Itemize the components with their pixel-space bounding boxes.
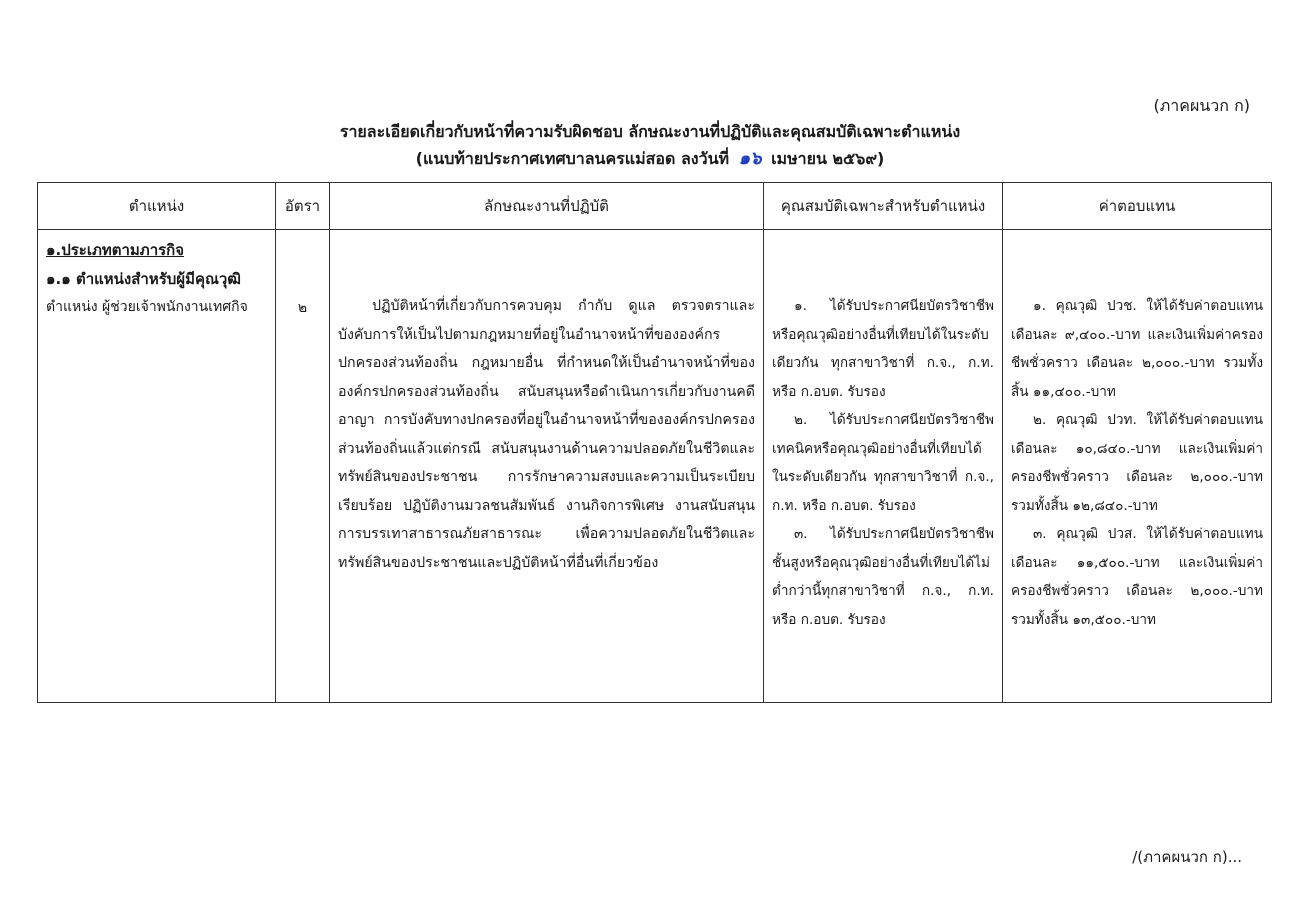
- document-title: [0, 118, 1300, 172]
- details-table: [37, 182, 1272, 703]
- position-cell: [38, 230, 276, 703]
- category-label: ๑.ประเภทตามภารกิจ: [46, 241, 185, 259]
- compensation-item: ๑. คุณวุฒิ ปวช. ให้ได้รับค่าตอบแทนเดือนละ ๙,๔๐๐.-บาท และเงินเพิ่มค่าครองชีพชั่วคราว เดือนละ ๒,๐๐๐.-บาท รวมทั้งสิ้น ๑๑,๔๐๐.-บาท: [1011, 298, 1263, 400]
- header-rate: อัตรา: [276, 183, 330, 230]
- rate-cell: ๒: [276, 230, 330, 703]
- header-compensation: ค่าตอบแทน: [1003, 183, 1272, 230]
- compensation-item: ๓. คุณวุฒิ ปวส. ให้ได้รับค่าตอบแทนเดือนละ ๑๑,๕๐๐.-บาท และเงินเพิ่มค่าครองชีพชั่วคราว เดือนละ ๒,๐๐๐.-บาท รวมทั้งสิ้น ๑๓,๕๐๐.-บาท: [1011, 526, 1263, 628]
- title-line-1: รายละเอียดเกี่ยวกับหน้าที่ความรับผิดชอบ ลักษณะงานที่ปฏิบัติและคุณสมบัติเฉพาะตำแหน่ง: [339, 122, 961, 141]
- table-row: [38, 230, 1272, 703]
- title-line-2: [0, 145, 1300, 172]
- table-header-row: [38, 183, 1272, 230]
- qualifications-cell: [764, 230, 1003, 703]
- compensation-item: ๒. คุณวุฒิ ปวท. ให้ได้รับค่าตอบแทนเดือนละ ๑๐,๘๔๐.-บาท และเงินเพิ่มค่าครองชีพชั่วคราว เดือนละ ๒,๐๐๐.-บาท รวมทั้งสิ้น ๑๒,๘๔๐.-บาท: [1011, 412, 1263, 514]
- qualification-item: ๓. ได้รับประกาศนียบัตรวิชาชีพชั้นสูงหรือคุณวุฒิอย่างอื่นที่เทียบได้ไม่ต่ำกว่านี้ทุกสาขาวิชาที่ ก.จ., ก.ท. หรือ ก.อบต. รับรอง: [772, 526, 994, 628]
- title-line-2-suffix: เมษายน ๒๕๖๙): [771, 149, 885, 168]
- page-continuation: /(ภาคผนวก ก)...: [1132, 848, 1242, 866]
- compensation-cell: [1003, 230, 1272, 703]
- handwritten-day: ๑๖: [738, 148, 762, 169]
- duties-cell: ปฏิบัติหน้าที่เกี่ยวกับการควบคุม กำกับ ดูแล ตรวจตราและบังคับการให้เป็นไปตามกฎหมายที่อยู่ในอำนาจหน้าที่ขององค์กรปกครองส่วนท้องถิ่น กฎหมายอื่น ที่กำหนดให้เป็นอำนาจหน้าที่ขององค์กรปกครองส่วนท้องถิ่น สนับสนุนหรือดำเนินการเกี่ยวกับงานคดีอาญา การบังคับทางปกครองที่อยู่ในอำนาจหน้าที่ขององค์กรปกครองส่วนท้องถิ่นแล้วแต่กรณี สนับสนุนงานด้านความปลอดภัยในชีวิตและทรัพย์สินของประชาชน การรักษาความสงบและความเป็นระเบียบเรียบร้อย ปฏิบัติงานมวลชนสัมพันธ์ งานกิจการพิเศษ งานสนับสนุนการบรรเทาสาธารณภัยสาธารณะ เพื่อความปลอดภัยในชีวิตและทรัพย์สินของประชาชนและปฏิบัติหน้าที่อื่นที่เกี่ยวข้อง: [330, 230, 764, 703]
- qualification-item: ๑. ได้รับประกาศนียบัตรวิชาชีพหรือคุณวุฒิอย่างอื่นที่เทียบได้ในระดับเดียวกัน ทุกสาขาวิชาที่ ก.จ., ก.ท. หรือ ก.อบต. รับรอง: [772, 298, 994, 400]
- qualification-item: ๒. ได้รับประกาศนียบัตรวิชาชีพเทคนิคหรือคุณวุฒิอย่างอื่นที่เทียบได้ในระดับเดียวกัน ทุกสาขาวิชาที่ ก.จ., ก.ท. หรือ ก.อบต. รับรอง: [772, 412, 994, 514]
- header-duties: ลักษณะงานที่ปฏิบัติ: [330, 183, 764, 230]
- header-qualifications: คุณสมบัติเฉพาะสำหรับตำแหน่ง: [764, 183, 1003, 230]
- header-position: ตำแหน่ง: [38, 183, 276, 230]
- annex-label: (ภาคผนวก ก): [1153, 96, 1250, 115]
- position-name: ตำแหน่ง ผู้ช่วยเจ้าพนักงานเทศกิจ: [46, 299, 248, 315]
- title-line-2-prefix: (แนบท้ายประกาศเทศบาลนครแม่สอด ลงวันที่: [415, 149, 730, 168]
- subcategory-label: ๑.๑ ตำแหน่งสำหรับผู้มีคุณวุฒิ: [46, 269, 241, 288]
